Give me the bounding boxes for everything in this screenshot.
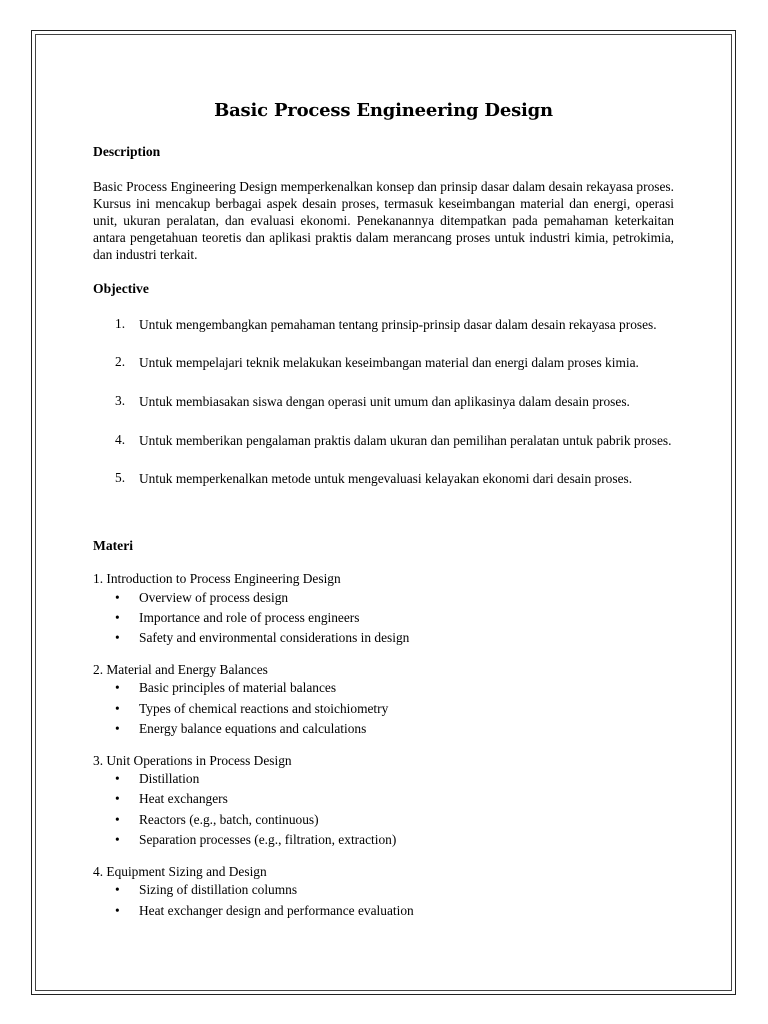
bullet-text: Basic principles of material balances — [139, 680, 337, 695]
bullet-icon: • — [115, 680, 120, 695]
objective-item-number: 1. — [115, 316, 126, 331]
objective-item-text: Untuk mengembangkan pemahaman tentang prinsip-prinsip dasar dalam desain rekayasa proses. — [139, 317, 657, 332]
objective-heading: Objective — [93, 281, 149, 296]
topic-title: 4. Equipment Sizing and Design — [93, 864, 267, 879]
bullet-text: Energy balance equations and calculations — [139, 721, 367, 736]
bullet-icon: • — [115, 721, 120, 736]
bullet-text: Separation processes (e.g., filtration, extraction) — [139, 832, 397, 847]
bullet-icon: • — [115, 630, 120, 645]
objective-item-number: 4. — [115, 432, 126, 447]
objective-item-text: Untuk mempelajari teknik melakukan keseimbangan material dan energi dalam proses kimia. — [139, 355, 639, 370]
topic-title: 2. Material and Energy Balances — [93, 662, 268, 677]
bullet-icon: • — [115, 771, 120, 786]
document-title: Basic Process Engineering Design — [214, 100, 553, 121]
bullet-text: Importance and role of process engineers — [139, 610, 360, 625]
objective-item-number: 3. — [115, 393, 126, 408]
objective-item-number: 5. — [115, 470, 126, 485]
objective-item-text: Untuk membiasakan siswa dengan operasi unit umum dan aplikasinya dalam desain proses. — [139, 394, 630, 409]
bullet-icon: • — [115, 791, 120, 806]
bullet-text: Types of chemical reactions and stoichiometry — [139, 701, 389, 716]
objective-item-text: Untuk memberikan pengalaman praktis dalam ukuran dan pemilihan peralatan untuk pabrik proses. — [139, 433, 672, 448]
objective-item-text: Untuk memperkenalkan metode untuk mengevaluasi kelayakan ekonomi dari desain proses. — [139, 471, 633, 486]
bullet-text: Safety and environmental considerations in design — [139, 630, 410, 645]
bullet-icon: • — [115, 832, 120, 847]
topic-title: 3. Unit Operations in Process Design — [93, 753, 292, 768]
bullet-icon: • — [115, 590, 120, 605]
bullet-text: Reactors (e.g., batch, continuous) — [139, 812, 319, 827]
bullet-icon: • — [115, 610, 120, 625]
bullet-icon: • — [115, 903, 120, 918]
bullet-text: Sizing of distillation columns — [139, 882, 298, 897]
topic-title: 1. Introduction to Process Engineering Design — [93, 571, 341, 586]
objective-item-number: 2. — [115, 354, 126, 369]
bullet-text: Distillation — [139, 771, 200, 786]
bullet-icon: • — [115, 701, 120, 716]
description-heading: Description — [93, 144, 161, 159]
bullet-text: Overview of process design — [139, 590, 289, 605]
description-paragraph: Basic Process Engineering Design memperkenalkan konsep dan prinsip dasar dalam desain rekayasa proses. Kursus ini mencakup berbagai aspek desain proses, termasuk keseimbangan material dan energi, operasi unit, ukuran peralatan, dan evaluasi ekonomi. Penekanannya ditempatkan pada pemahaman keterkaitan antara pengetahuan teoretis dan aplikasi praktis dalam merancang proses untuk industri kimia, petrokimia, dan industri terkait. — [93, 179, 674, 262]
bullet-text: Heat exchangers — [139, 791, 228, 806]
bullet-icon: • — [115, 812, 120, 827]
materi-heading: Materi — [93, 538, 133, 553]
bullet-text: Heat exchanger design and performance evaluation — [139, 903, 414, 918]
bullet-icon: • — [115, 882, 120, 897]
